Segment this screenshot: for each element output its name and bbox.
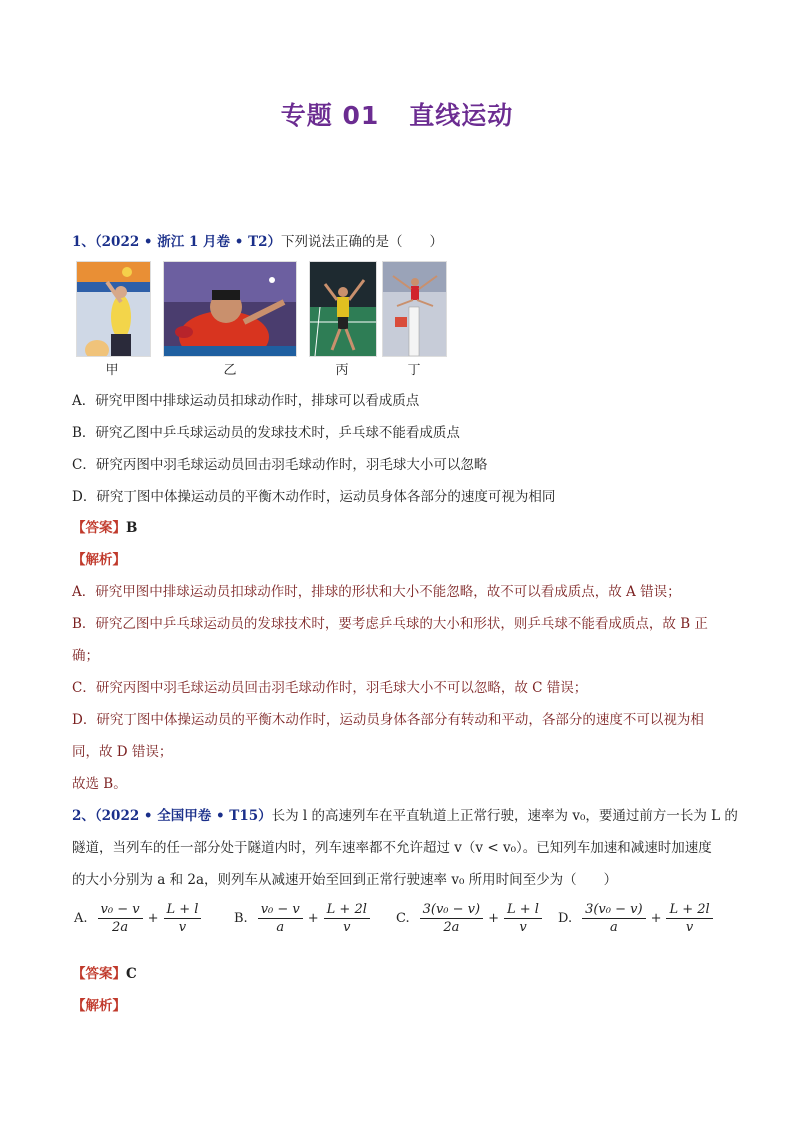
analysis-line: A．研究甲图中排球运动员扣球动作时，排球的形状和大小不能忽略，故不可以看成质点，故 A 错误； <box>72 584 681 600</box>
option-d-formula: D. $\frac{\text{3(v₀ − v)}}{a}$ + $\frac{L + 2l}{v}$ <box>558 902 715 935</box>
denominator: a <box>609 920 618 935</box>
caption-jia: 甲 <box>105 363 119 378</box>
answer-line <box>72 516 137 536</box>
table-tennis-photo <box>163 261 297 357</box>
answer-label: 【答案】 <box>72 520 126 536</box>
analysis-label-text: 【解析】 <box>72 998 126 1014</box>
option-label: C. <box>396 911 410 926</box>
fraction <box>164 902 202 935</box>
option-c: C．研究丙图中羽毛球运动员回击羽毛球动作时，羽毛球大小可以忽略 <box>72 457 488 473</box>
numerator: 3(v₀ − v) <box>420 902 483 919</box>
question-source: （2022 • 全国甲卷 • T15） <box>94 808 272 824</box>
numerator: L + 2l <box>666 902 712 919</box>
question-2-stem <box>72 804 738 824</box>
title-topic-number: 专题 01 <box>280 101 380 130</box>
question-text: 下列说法正确的是（ ） <box>281 234 444 250</box>
answer-value: B <box>126 520 138 536</box>
denominator: a <box>276 920 285 935</box>
denominator: v <box>519 920 527 935</box>
option-b-formula: B. $\frac{\text{v₀ − v}}{a}$ + $\frac{L + 2l}{v}$ <box>234 902 372 935</box>
analysis-line: D．研究丁图中体操运动员的平衡木动作时，运动员身体各部分有转动和平动，各部分的速度不可以视为相 <box>72 712 704 728</box>
numerator: v₀ − v <box>98 902 143 919</box>
answer-label: 【答案】 <box>72 966 126 982</box>
numerator: 3(v₀ − v) <box>582 902 645 919</box>
analysis-label <box>72 994 126 1014</box>
analysis-line: 确； <box>72 648 99 664</box>
numerator: L + l <box>504 902 542 919</box>
question-2-text-line: 隧道，当列车的任一部分处于隧道内时，列车速率都不允许超过 v（v < v₀）。已知列车加速和减速时加速度 <box>72 840 712 856</box>
question-number: 1、 <box>72 234 95 250</box>
caption-ding: 丁 <box>407 363 421 378</box>
answer-value: C <box>126 966 137 982</box>
option-label: B. <box>234 911 248 926</box>
question-1-stem <box>72 230 443 250</box>
fraction <box>666 902 712 935</box>
denominator: v <box>685 920 694 935</box>
caption-yi: 乙 <box>223 363 237 378</box>
numerator: v₀ − v <box>258 902 303 919</box>
analysis-line: B．研究乙图中乒乓球运动员的发球技术时，要考虑乒乓球的大小和形状，则乒乓球不能看成质点，故 B 正 <box>72 616 708 632</box>
fraction <box>324 902 370 935</box>
caption-bing: 丙 <box>335 363 349 378</box>
option-d: D．研究丁图中体操运动员的平衡木动作时，运动员身体各部分的速度可视为相同 <box>72 489 556 505</box>
numerator: L + l <box>164 902 202 919</box>
option-c-formula: C. $\frac{\text{3(v₀ − v)}}{2a}$ + $\frac{L + l}{v}$ <box>396 902 544 935</box>
analysis-line: C．研究丙图中羽毛球运动员回击羽毛球动作时，羽毛球大小不可以忽略，故 C 错误； <box>72 680 588 696</box>
option-b: B．研究乙图中乒乓球运动员的发球技术时，乒乓球不能看成质点 <box>72 425 460 441</box>
option-label: D. <box>558 911 573 926</box>
fraction <box>420 902 483 935</box>
analysis-line: 故选 B。 <box>72 776 127 792</box>
option-a-formula: A. $\frac{\text{v₀ − v}}{2a}$ + $\frac{L + l}{v}$ <box>74 902 203 935</box>
fraction <box>98 902 143 935</box>
denominator: 2a <box>112 920 129 935</box>
question-text: 长为 l 的高速列车在平直轨道上正常行驶，速率为 v₀，要通过前方一长为 L 的 <box>271 808 738 824</box>
question-2-text-line: 的大小分别为 a 和 2a，则列车从减速开始至回到正常行驶速率 v₀ 所用时间至少为（ ） <box>72 872 618 888</box>
option-label: A. <box>74 911 88 926</box>
badminton-photo <box>309 261 377 357</box>
question-number: 2、 <box>72 808 95 824</box>
volleyball-photo <box>76 261 151 357</box>
denominator: 2a <box>443 920 460 935</box>
fraction <box>504 902 542 935</box>
analysis-label <box>72 548 126 568</box>
analysis-line: 同，故 D 错误； <box>72 744 173 760</box>
fraction <box>258 902 303 935</box>
question-source: （2022 • 浙江 1 月卷 • T2） <box>94 234 282 250</box>
answer-line <box>72 962 137 982</box>
numerator: L + 2l <box>324 902 370 919</box>
fraction <box>582 902 645 935</box>
denominator: v <box>343 920 351 935</box>
page-title <box>0 96 794 132</box>
analysis-label-text: 【解析】 <box>72 552 126 568</box>
balance-beam-photo <box>382 261 447 357</box>
denominator: v <box>178 920 187 935</box>
option-a: A．研究甲图中排球运动员扣球动作时，排球可以看成质点 <box>72 393 420 409</box>
title-topic-name: 直线运动 <box>409 101 514 130</box>
